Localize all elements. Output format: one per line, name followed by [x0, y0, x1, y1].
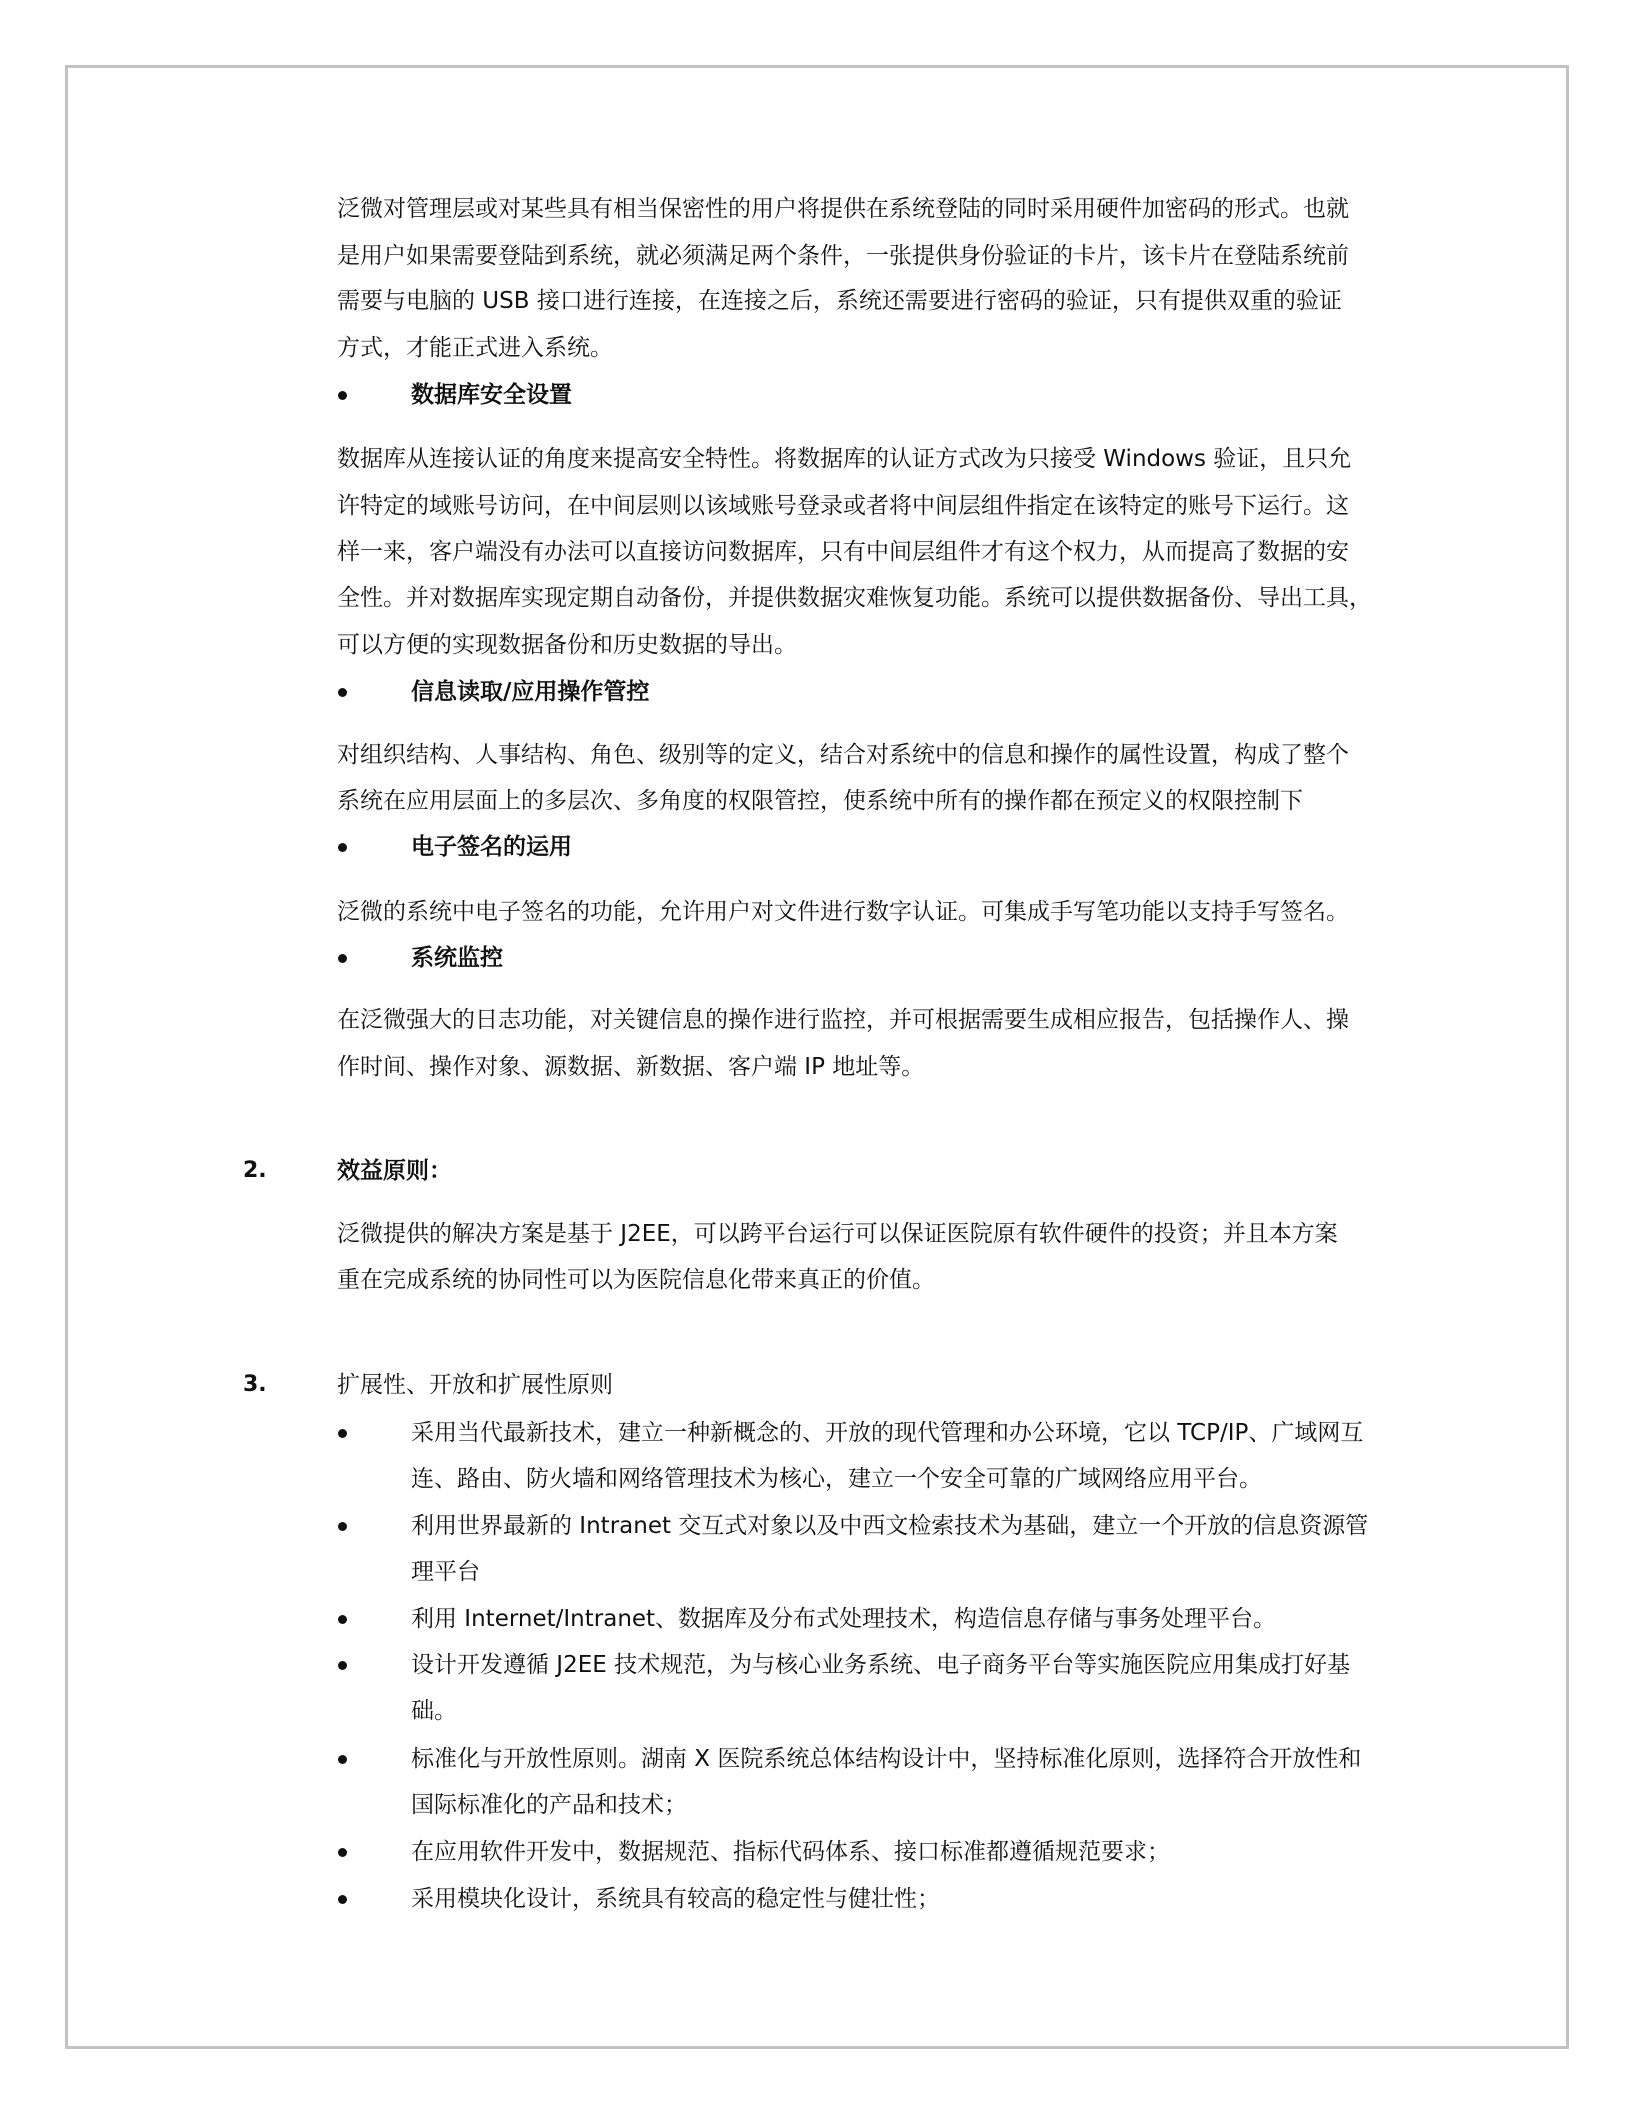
text-line: 可以方便的实现数据备份和历史数据的导出。 — [337, 632, 797, 658]
text-line: 泛微对管理层或对某些具有相当保密性的用户将提供在系统登陆的同时采用硬件加密码的形式。也就 — [337, 196, 1349, 222]
text-line: 泛微提供的解决方案是基于 J2EE，可以跨平台运行可以保证医院原有软件硬件的投资；并且本方案 — [337, 1221, 1338, 1247]
text-line: 系统在应用层面上的多层次、多角度的权限管控，使系统中所有的操作都在预定义的权限控制下 — [337, 788, 1303, 814]
heading-info-access: 信息读取/应用操作管控 — [411, 679, 650, 705]
list-item: 标准化与开放性原则。湖南 X 医院系统总体结构设计中，坚持标准化原则，选择符合开放性和 — [411, 1746, 1362, 1772]
list-item: 利用世界最新的 Intranet 交互式对象以及中西文检索技术为基础，建立一个开放的信息资源管 — [411, 1513, 1369, 1539]
text-line: 作时间、操作对象、源数据、新数据、客户端 IP 地址等。 — [337, 1054, 925, 1080]
section-number: 2. — [243, 1158, 267, 1183]
bullet-icon — [338, 954, 347, 963]
list-item-cont: 理平台 — [411, 1559, 480, 1585]
list-item: 采用模块化设计，系统具有较高的稳定性与健壮性； — [411, 1886, 940, 1912]
bullet-icon — [338, 688, 347, 697]
text-line: 许特定的域账号访问，在中间层则以该域账号登录或者将中间层组件指定在该特定的账号下运行。这 — [337, 493, 1349, 519]
list-item-cont: 础。 — [411, 1698, 457, 1724]
section-title-extensibility: 扩展性、开放和扩展性原则 — [337, 1372, 613, 1398]
text-line: 对组织结构、人事结构、角色、级别等的定义，结合对系统中的信息和操作的属性设置，构成了整个 — [337, 742, 1349, 768]
bullet-icon — [338, 1661, 347, 1670]
list-item: 采用当代最新技术，建立一种新概念的、开放的现代管理和办公环境，它以 TCP/IP、广域网互 — [411, 1420, 1364, 1446]
text-line: 数据库从连接认证的角度来提高安全特性。将数据库的认证方式改为只接受 Windows 验证，且只允 — [337, 446, 1352, 472]
paragraph-e-signature: 泛微的系统中电子签名的功能，允许用户对文件进行数字认证。可集成手写笔功能以支持手写签名。 — [337, 899, 1349, 925]
list-item: 在应用软件开发中，数据规范、指标代码体系、接口标准都遵循规范要求； — [411, 1839, 1170, 1865]
text-line: 全性。并对数据库实现定期自动备份，并提供数据灾难恢复功能。系统可以提供数据备份、导出工具， — [337, 585, 1372, 611]
bullet-icon — [338, 1522, 347, 1531]
heading-system-monitor: 系统监控 — [411, 945, 503, 971]
bullet-icon — [338, 1755, 347, 1764]
list-item-cont: 国际标准化的产品和技术； — [411, 1792, 687, 1818]
text-line: 重在完成系统的协同性可以为医院信息化带来真正的价值。 — [337, 1267, 935, 1293]
heading-database-security: 数据库安全设置 — [411, 382, 572, 408]
text-line: 样一来，客户端没有办法可以直接访问数据库，只有中间层组件才有这个权力，从而提高了数据的安 — [337, 539, 1349, 565]
list-item: 设计开发遵循 J2EE 技术规范，为与核心业务系统、电子商务平台等实施医院应用集成打好基 — [411, 1652, 1351, 1678]
bullet-icon — [338, 1895, 347, 1904]
bullet-icon — [338, 391, 347, 400]
text-line: 是用户如果需要登陆到系统，就必须满足两个条件，一张提供身份验证的卡片，该卡片在登陆系统前 — [337, 243, 1349, 269]
text-line: 在泛微强大的日志功能，对关键信息的操作进行监控，并可根据需要生成相应报告，包括操作人、操 — [337, 1007, 1349, 1033]
text-line: 方式，才能正式进入系统。 — [337, 335, 613, 361]
heading-e-signature: 电子签名的运用 — [411, 834, 572, 860]
text-line: 需要与电脑的 USB 接口进行连接，在连接之后，系统还需要进行密码的验证，只有提供双重的验证 — [337, 288, 1342, 314]
list-item: 利用 Internet/Intranet、数据库及分布式处理技术，构造信息存储与事务处理平台。 — [411, 1606, 1277, 1632]
bullet-icon — [338, 843, 347, 852]
section-title-benefit: 效益原则： — [337, 1158, 452, 1184]
bullet-icon — [338, 1615, 347, 1624]
list-item-cont: 连、路由、防火墙和网络管理技术为核心，建立一个安全可靠的广域网络应用平台。 — [411, 1466, 1262, 1492]
bullet-icon — [338, 1429, 347, 1438]
section-number: 3. — [243, 1372, 267, 1397]
bullet-icon — [338, 1848, 347, 1857]
